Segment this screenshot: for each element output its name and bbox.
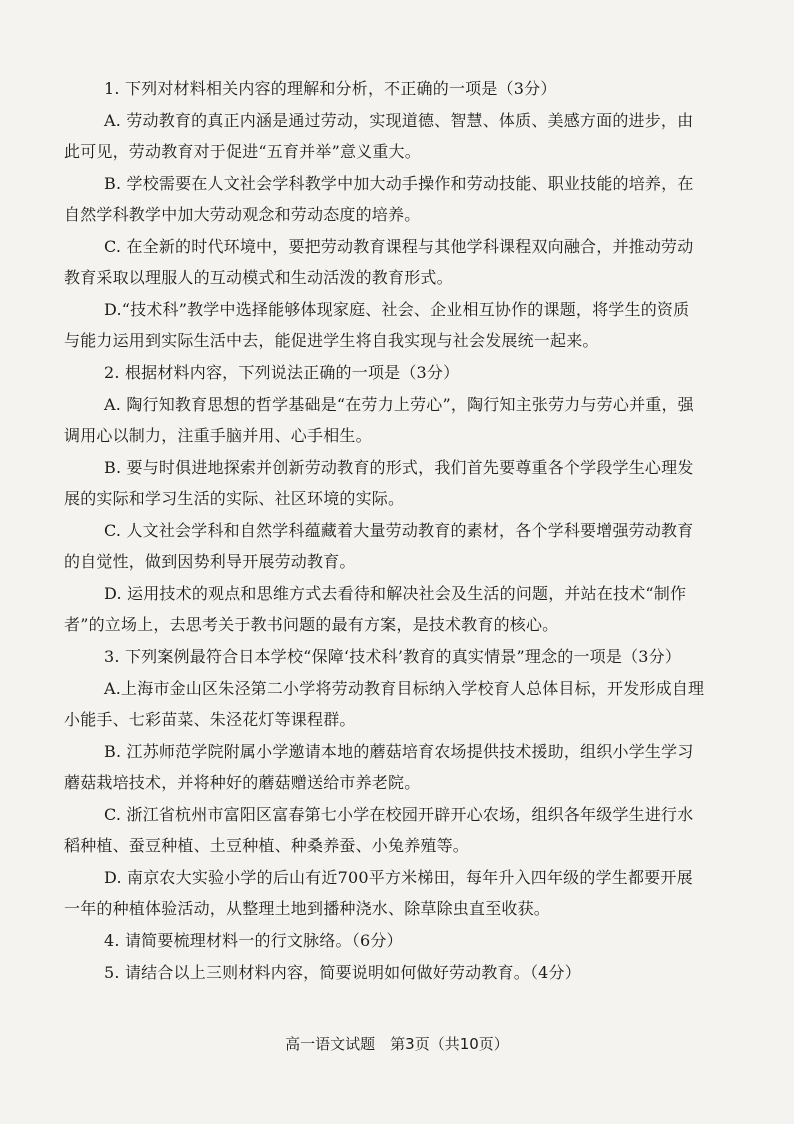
question-3-stem: 3. 下列案例最符合日本学校“保障‘技术科’教育的真实情景”理念的一项是（3分） <box>104 647 682 666</box>
q3-option-a-line1: A.上海市金山区朱泾第二小学将劳动教育目标纳入学校育人总体目标，开发形成自理 <box>104 679 705 698</box>
q1-option-c-line1: C. 在全新的时代环境中，要把劳动教育课程与其他学科课程双向融合，并推动劳动 <box>104 237 694 256</box>
q2-option-b-line1: B. 要与时俱进地探索并创新劳动教育的形式，我们首先要尊重各个学段学生心理发 <box>104 458 694 477</box>
q2-option-d-line2: 者”的立场上，去思考关于教书问题的最有方案，是技术教育的核心。 <box>64 615 559 634</box>
q3-option-b-line2: 蘑菇栽培技术，并将种好的蘑菇赠送给市养老院。 <box>64 773 421 792</box>
question-5-stem: 5. 请结合以上三则材料内容，简要说明如何做好劳动教育。（4分） <box>104 963 581 982</box>
q2-option-d-line1: D. 运用技术的观点和思维方式去看待和解决社会及生活的问题，并站在技术“制作 <box>104 584 687 603</box>
q1-option-b-line1: B. 学校需要在人文社会学科教学中加大动手操作和劳动技能、职业技能的培养，在 <box>104 174 694 193</box>
q2-option-b-line2: 展的实际和学习生活的实际、社区环境的实际。 <box>64 489 405 508</box>
q1-option-b-line2: 自然学科教学中加大劳动观念和劳动态度的培养。 <box>64 205 421 224</box>
question-2-stem: 2. 根据材料内容，下列说法正确的一项是（3分） <box>104 363 460 382</box>
q2-option-c-line2: 的自觉性，做到因势利导开展劳动教育。 <box>64 552 356 571</box>
q1-option-d-line2: 与能力运用到实际生活中去，能促进学生将自我实现与社会发展统一起来。 <box>64 331 599 350</box>
q1-option-a-line2: 此可见，劳动教育对于促进“五育并举”意义重大。 <box>64 142 421 161</box>
q2-option-a-line1: A. 陶行知教育思想的哲学基础是“在劳力上劳心”，陶行知主张劳力与劳心并重，强 <box>104 395 694 414</box>
q3-option-d-line2: 一年的种植体验活动，从整理土地到播种浇水、除草除虫直至收获。 <box>64 899 551 918</box>
q1-option-c-line2: 教育采取以理服人的互动模式和生动活泼的教育形式。 <box>64 268 453 287</box>
q3-option-b-line1: B. 江苏师范学院附属小学邀请本地的蘑菇培育农场提供技术援助，组织小学生学习 <box>104 742 694 761</box>
q2-option-a-line2: 调用心以制力，注重手脑并用、心手相生。 <box>64 426 372 445</box>
question-4-stem: 4. 请简要梳理材料一的行文脉络。（6分） <box>104 931 403 950</box>
q3-option-c-line1: C. 浙江省杭州市富阳区富春第七小学在校园开辟开心农场，组织各年级学生进行水 <box>104 805 694 824</box>
page-footer: 高一语文试题 第3页（共10页） <box>285 1035 509 1053</box>
q3-option-d-line1: D. 南京农大实验小学的后山有近700平方米梯田，每年升入四年级的学生都要开展 <box>104 868 693 887</box>
q1-option-d-line1: D.“技术科”教学中选择能够体现家庭、社会、企业相互协作的课题，将学生的资质 <box>104 300 690 319</box>
q2-option-c-line1: C. 人文社会学科和自然学科蕴藏着大量劳动教育的素材，各个学科要增强劳动教育 <box>104 521 694 540</box>
question-1-stem: 1. 下列对材料相关内容的理解和分析，不正确的一项是（3分） <box>104 79 557 98</box>
q3-option-a-line2: 小能手、七彩苗菜、朱泾花灯等课程群。 <box>64 710 356 729</box>
q3-option-c-line2: 稻种植、蚕豆种植、土豆种植、种桑养蚕、小兔养殖等。 <box>64 836 470 855</box>
q1-option-a-line1: A. 劳动教育的真正内涵是通过劳动，实现道德、智慧、体质、美感方面的进步，由 <box>104 111 694 130</box>
